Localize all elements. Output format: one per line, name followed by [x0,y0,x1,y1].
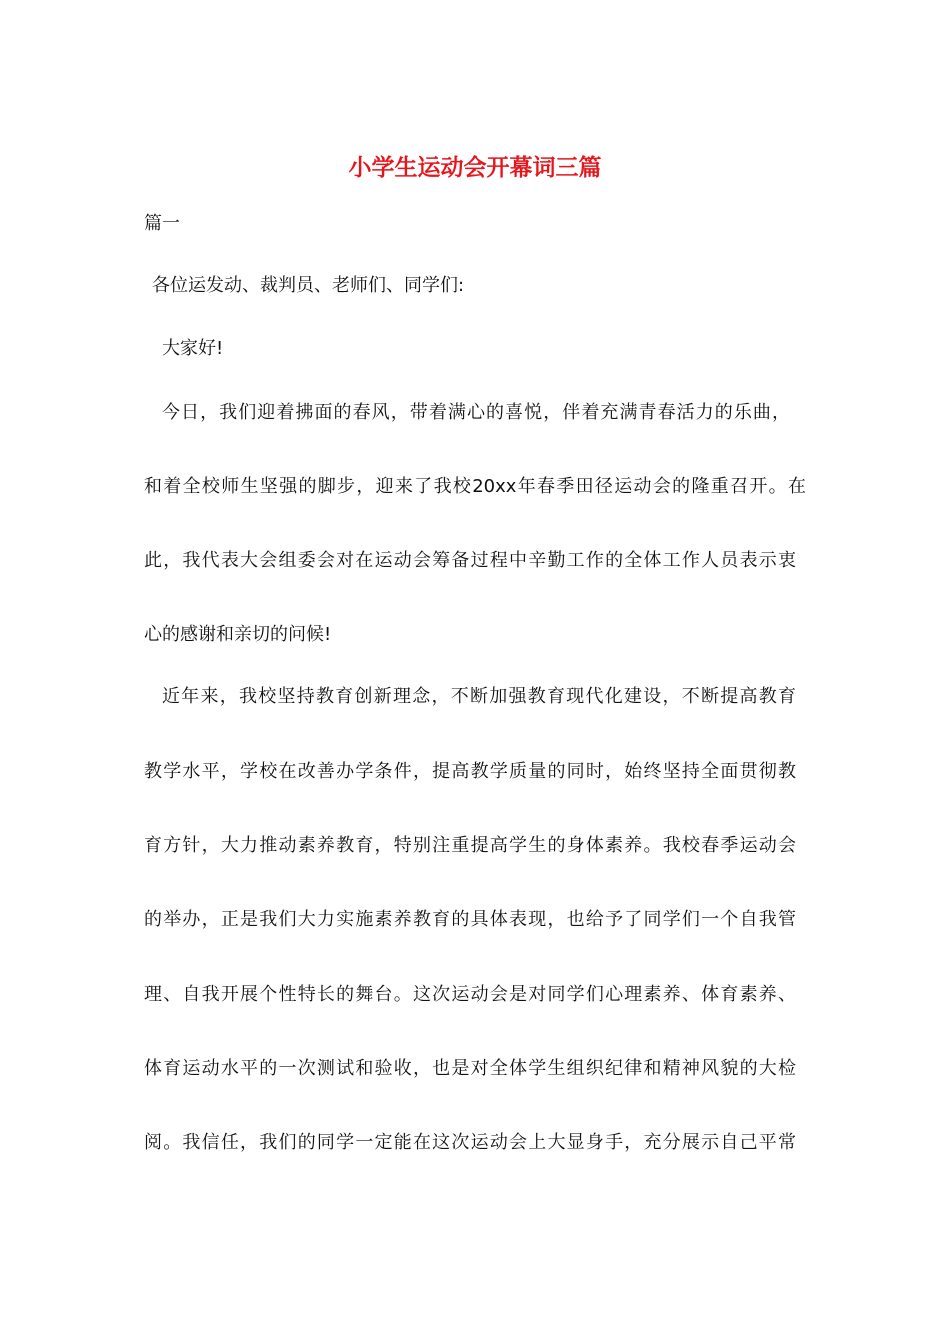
section-label: 篇一 [144,213,180,234]
paragraph-line: 和着全校师生坚强的脚步，迎来了我校20xx年春季田径运动会的隆重召开。在 [144,476,806,497]
salutation: 各位运发动、裁判员、老师们、同学们: [152,275,465,296]
paragraph-line: 体育运动水平的一次测试和验收，也是对全体学生组织纪律和精神风貌的大检 [144,1058,796,1079]
paragraph-line: 心的感谢和亲切的问候! [144,624,332,645]
document-title: 小学生运动会开幕词三篇 [348,154,602,181]
paragraph-line: 理、自我开展个性特长的舞台。这次运动会是对同学们心理素养、体育素养、 [144,984,796,1005]
paragraph-line: 的举办，正是我们大力实施素养教育的具体表现，也给予了同学们一个自我管 [144,909,796,930]
greeting: 大家好! [162,338,224,359]
paragraph-line: 育方针，大力推动素养教育，特别注重提高学生的身体素养。我校春季运动会 [144,835,796,856]
paragraph-line: 阅。我信任，我们的同学一定能在这次运动会上大显身手，充分展示自己平常 [144,1132,796,1153]
paragraph-line: 教学水平，学校在改善办学条件，提高教学质量的同时，始终坚持全面贯彻教 [144,761,796,782]
paragraph-line: 此，我代表大会组委会对在运动会筹备过程中辛勤工作的全体工作人员表示衷 [144,550,796,571]
paragraph-line: 近年来，我校坚持教育创新理念，不断加强教育现代化建设，不断提高教育 [162,686,796,707]
paragraph-line: 今日，我们迎着拂面的春风，带着满心的喜悦，伴着充满青春活力的乐曲， [162,402,790,423]
